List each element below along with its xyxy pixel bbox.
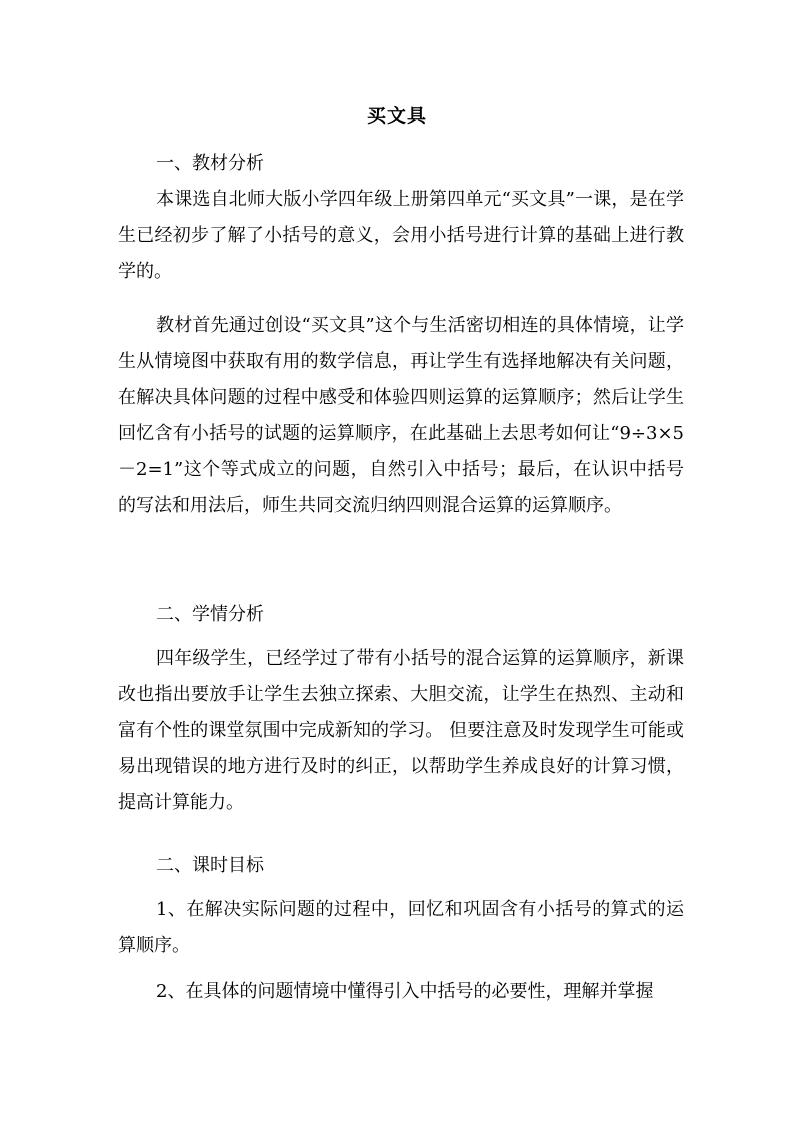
paragraph-materials-2: 教材首先通过创设“买文具”这个与生活密切相连的具体情境，让学生从情境图中获取有用的数学信息，再让学生有选择地解决有关问题，在解决具体问题的过程中感受和体验四则运算的运算顺序；然后让学生回忆含有小括号的试题的运算顺序，在此基础上去思考如何让“9÷3×5－2=1”这个等式成立的问题，自然引入中括号；最后，在认识中括号的写法和用法后，师生共同交流归纳四则混合运算的运算顺序。 — [118, 315, 684, 516]
document-title: 买文具 — [366, 105, 427, 127]
paragraph-student-analysis: 四年级学生，已经学过了带有小括号的混合运算的运算顺序，新课改也指出要放手让学生去独立探索、大胆交流，让学生在热烈、主动和富有个性的课堂氛围中完成新知的学习。 但要注意及时发现学生可能或易出现错误的地方进行及时的纠正，以帮助学生养成良好的计算习惯，提高计算能力。 — [118, 648, 684, 813]
section-heading-materials: 一、教材分析 — [156, 153, 264, 174]
paragraph-materials-1: 本课选自北师大版小学四年级上册第四单元“买文具”一课，是在学生已经初步了解了小括号的意义，会用小括号进行计算的基础上进行教学的。 — [118, 189, 684, 282]
section-heading-lesson-goals: 二、课时目标 — [156, 855, 264, 876]
paragraph-goal-2: 2、在具体的问题情境中懂得引入中括号的必要性，理解并掌握 — [156, 981, 654, 1002]
section-heading-student-analysis: 二、学情分析 — [156, 604, 264, 625]
paragraph-goal-1: 1、在解决实际问题的过程中，回忆和巩固含有小括号的算式的运算顺序。 — [118, 899, 684, 956]
